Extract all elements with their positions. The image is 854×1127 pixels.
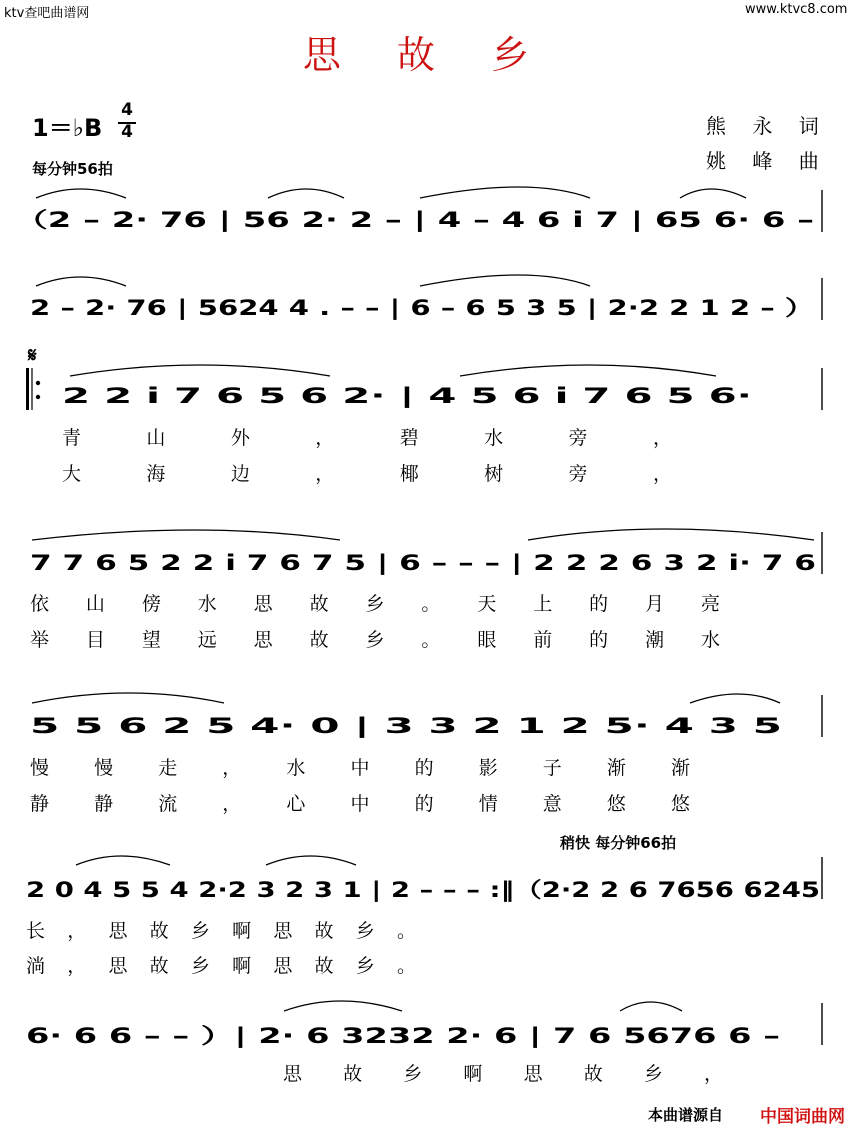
lyric-line-7: 思故乡啊思故乡， <box>283 1063 723 1085</box>
notation-line-2: 2 – 2· 76 | 5624 4 . – – | 6 – 6 5 3 5 | 2·2 2 1 2 – ） <box>30 296 597 320</box>
lyric-line-4-verse-2: 举目望远思故乡。眼前的潮水 <box>30 629 720 651</box>
lyric-line-3-verse-1: 青山外，碧水旁， <box>62 427 672 449</box>
notation-line-3: 2 2 i 7 6 5 6 2· | 4 5 6 i 7 6 5 6· <box>62 384 422 408</box>
lyric-line-5-verse-2: 静静流，心中的情意悠悠 <box>30 793 691 815</box>
music-line-6 <box>26 878 820 977</box>
right-watermark: www.ktvc8.com <box>745 2 848 17</box>
notation-line-5: 5 5 6 2 5 4· 0 | 3 3 2 1 2 5· 4 3 5 <box>30 714 405 738</box>
tempo-mark: 每分钟56拍 <box>32 160 113 178</box>
music-line-1 <box>14 208 814 233</box>
source-label: 本曲谱源自 <box>648 1106 724 1124</box>
segno-sign: 𝄋 <box>28 343 37 367</box>
lyric-line-6-verse-2: 淌，思故乡啊思故乡。 <box>26 955 416 977</box>
music-line-5 <box>30 714 782 815</box>
composer-credit: 姚 峰 曲 <box>706 149 829 173</box>
repeat-start-bar <box>26 368 40 410</box>
music-line-3 <box>62 384 752 485</box>
lyric-line-3-verse-2: 大海边，椰树旁， <box>62 463 672 485</box>
notation-line-7: 6· 6 6 – – ）| 2· 6 3232 2· 6 | 7 6 5676 6 – <box>26 1024 498 1048</box>
notation-line-4: 7 7 6 5 2 2 i 7 6 7 5 | 6 – – – | 2 2 2 6 3 2 i· 7 6 <box>30 551 560 575</box>
notation-line-6: 2 0 4 5 5 4 2·2 3 2 3 1 | 2 – – – :‖（2·2 2 6 7656 6245 <box>26 878 633 902</box>
music-line-7 <box>26 1024 780 1085</box>
lyric-line-4-verse-1: 依山傍水思故乡。天上的月亮 <box>30 593 720 615</box>
notation-line-1: （2 – 2· 76 | 56 2· 2 – | 4 – 4 6 i 7 | 65 6· 6 – <box>14 208 512 232</box>
music-line-4 <box>30 551 816 651</box>
time-signature-top: 4 <box>121 100 133 120</box>
lyric-line-6-verse-1: 长，思故乡啊思故乡。 <box>26 920 416 942</box>
music-line-2 <box>30 296 814 321</box>
key-signature: 1＝♭B <box>32 114 103 142</box>
time-signature-bottom: 4 <box>121 122 133 142</box>
tempo-change-mark: 稍快 每分钟66拍 <box>560 834 677 852</box>
left-watermark: ktv查吧曲谱网 <box>4 6 90 21</box>
lyric-line-5-verse-1: 慢慢走，水中的影子渐渐 <box>30 757 691 779</box>
lyricist-credit: 熊 永 词 <box>706 114 829 138</box>
page-title: 思 故 乡 <box>302 33 552 77</box>
source-site-link[interactable]: 中国词曲网 <box>760 1107 845 1127</box>
